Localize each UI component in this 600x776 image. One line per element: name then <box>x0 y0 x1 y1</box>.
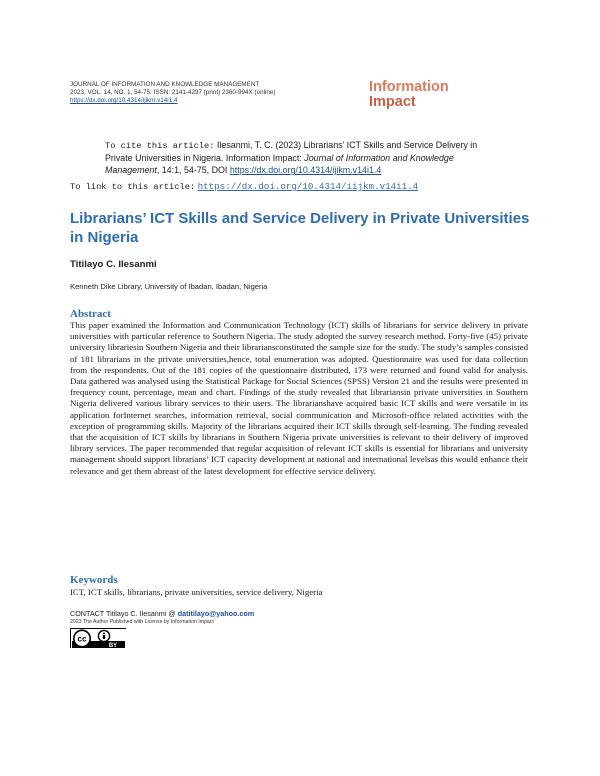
keywords-body: ICT, ICT skills, librarians, private universities, service delivery, Nigeria <box>70 587 323 597</box>
copyright-line: 2023 The Author Published with License by Information Impact <box>70 619 214 625</box>
cc-badge-label: BY <box>108 643 118 649</box>
link-label: To link to this article: <box>70 182 196 192</box>
citation-block <box>105 139 505 176</box>
cc-by-badge-graphic <box>71 629 127 649</box>
abstract-body: This paper examined the Information and Communication Technology (ICT) skills of librarians for service delivery in private universities with particular reference to Southern Nigeria. The study adopted the survey research method. Forty-five (45) private university librariesin Southern Nigeria and their librariansconstituted the sample size for the study. The study’s samples consisted of 181 librarians in the private universities,hence, total enumeration was adopted. Questionnaire was used for data collection from the respondents. Out of the 181 copies of the questionnaire distributed, 173 were returned and found valid for analysis. Data gathered was analysed using the Statistical Package for Social Sciences (SPSS) Version 21 and the results were presented in frequency count, percentage, mean and chart. Findings of the study revealed that librariansin private universities in Southern Nigeria delivered various library services to their users. The librarianshave acquired basic ICT skills and were versatile in its application forInternet searches, information retrieval, social communication and Microsoft-office related activities with the exception of programming skills. Majority of the librarians acquired their ICT skills through self-learning. The finding revealed that the acquisition of ICT skills by librarians in Southern Nigeria private universities is relevant to their delivery of improved library services. The paper recommended that regular acquisition of relevant ICT skills is essential for librarians and university management should support librarians’ ICT capacity development at national and international levelsas this would enhance their relevance and get them abreast of the latest development for effective service delivery. <box>70 320 528 476</box>
logo-line-2: Impact <box>369 94 416 110</box>
contact-line <box>70 609 254 618</box>
abstract-heading: Abstract <box>70 308 111 320</box>
cite-text-1: Ilesanmi, T. C. (2023) Librarians’ ICT Skills and Service Delivery in Private Universities in Nigeria. Information Impact: <box>105 140 478 163</box>
cite-label: To cite this article: <box>105 141 215 151</box>
cite-text-2: , 14:1, 54-75, DOI <box>156 165 230 175</box>
information-impact-logo <box>369 80 489 110</box>
svg-text:cc: cc <box>77 634 87 644</box>
contact-prefix: CONTACT Titilayo C. Ilesanmi @ <box>70 609 178 618</box>
article-link[interactable]: https://dx.doi.org/10.4314/iijkm.v14i1.4 <box>197 181 419 192</box>
article-title: Librarians’ ICT Skills and Service Delivery in Private Universities in Nigeria <box>70 210 530 246</box>
cite-journal: Journal of Information and Knowledge Management <box>105 153 454 175</box>
journal-volume-line: 2023, VOL. 14, NO. 1, 54-75: ISSN: 2141-4297 (print) 2360-994X (online) <box>70 89 276 97</box>
cc-by-license-badge[interactable] <box>70 628 126 648</box>
journal-doi-link[interactable]: https://dx.doi.org/10.4314/ijikm.v14i1.4 <box>70 97 178 105</box>
journal-name: JOURNAL OF INFORMATION AND KNOWLEDGE MANAGEMENT <box>70 81 260 88</box>
contact-email-link[interactable]: datitilayo@yahoo.com <box>177 609 255 618</box>
keywords-heading: Keywords <box>70 574 118 586</box>
author-affiliation: Kenneth Dike Library, University of Ibadan, Ibadan, Nigeria <box>70 282 268 291</box>
link-to-article <box>70 180 530 193</box>
logo-line-1: Information <box>369 79 449 95</box>
journal-header <box>70 81 380 106</box>
cite-doi-link[interactable]: https://dx.doi.org/10.4314/ijikm.v14i1.4 <box>229 165 382 175</box>
author-name: Titilayo C. Ilesanmi <box>70 259 157 270</box>
